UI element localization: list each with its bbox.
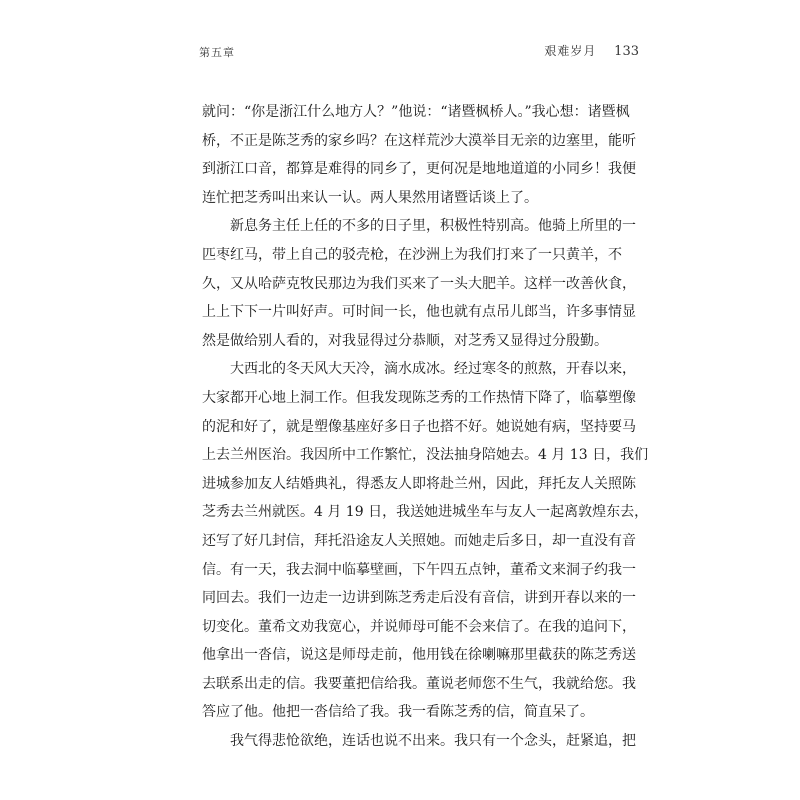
text-line: 匹枣红马，带上自己的驳壳枪，在沙洲上为我们打来了一只黄羊，不 (202, 246, 622, 263)
text-line: 我气得悲怆欲绝，连话也说不出来。我只有一个念头，赶紧追，把 (230, 733, 636, 750)
section-title: 艰难岁月 (544, 44, 597, 58)
text-line: 进城参加友人结婚典礼，得悉友人即将赴兰州，因此，拜托友人关照陈 (202, 475, 636, 492)
page-number: 133 (614, 44, 639, 59)
text-line: 切变化。董希文劝我宽心，并说师母可能不会来信了。在我的追问下， (202, 618, 636, 635)
text-line: 桥，不正是陈芝秀的家乡吗？在这样荒沙大漠举目无亲的边塞里，能听 (202, 132, 636, 149)
text-line: 的泥和好了，就是塑像基座好多日子也搭不好。她说她有病，坚持要马 (202, 418, 636, 435)
text-line: 久，又从哈萨克牧民那边为我们买来了一头大肥羊。这样一改善伙食， (202, 275, 636, 292)
text-line: 去联系出走的信。我要董把信给我。董说老师您不生气，我就给您。我 (202, 675, 636, 692)
text-line: 然是做给别人看的，对我显得过分恭顺，对芝秀又显得过分殷勤。 (202, 332, 608, 349)
text-line: 大西北的冬天风大天冷，滴水成冰。经过寒冬的煎熬，开春以来， (230, 361, 636, 378)
text-line: 芝秀去兰州就医。4 月 19 日，我送她进城坐车与友人一起离敦煌东去， (202, 504, 649, 521)
text-line: 就问：“你是浙江什么地方人？”他说：“诸暨枫桥人。”我心想：诸暨枫 (202, 104, 630, 120)
text-line: 上去兰州医治。我因所中工作繁忙，没法抽身陪她去。4 月 13 日，我们 (202, 447, 649, 464)
chapter-label: 第五章 (199, 46, 235, 59)
text-line: 上上下下一片叫好声。可时间一长，他也就有点吊儿郎当，许多事情显 (202, 304, 636, 321)
text-line: 大家都开心地上洞工作。但我发现陈芝秀的工作热情下降了，临摹塑像 (202, 389, 636, 406)
running-header (199, 42, 639, 62)
text-line: 还写了好几封信，拜托沿途友人关照她。而她走后多日，却一直没有音 (202, 532, 636, 549)
header-right (544, 42, 639, 59)
text-line: 答应了他。他把一沓信给了我。我一看陈芝秀的信，简直呆了。 (202, 704, 594, 721)
text-line: 信。有一天，我去洞中临摹壁画，下午四五点钟，董希文来洞子约我一 (202, 561, 636, 578)
text-line: 到浙江口音，都算是难得的同乡了，更何况是地地道道的小同乡！我便 (202, 161, 636, 178)
text-line: 同回去。我们一边走一边讲到陈芝秀走后没有音信，讲到开春以来的一 (202, 590, 636, 607)
text-line: 他拿出一沓信，说这是师母走前，他用钱在徐喇嘛那里截获的陈芝秀送 (202, 647, 636, 664)
text-line: 新息务主任上任的不多的日子里，积极性特别高。他骑上所里的一 (230, 218, 636, 235)
text-line: 连忙把芝秀叫出来认一认。两人果然用诸暨话谈上了。 (202, 189, 538, 206)
body-text (202, 98, 649, 756)
